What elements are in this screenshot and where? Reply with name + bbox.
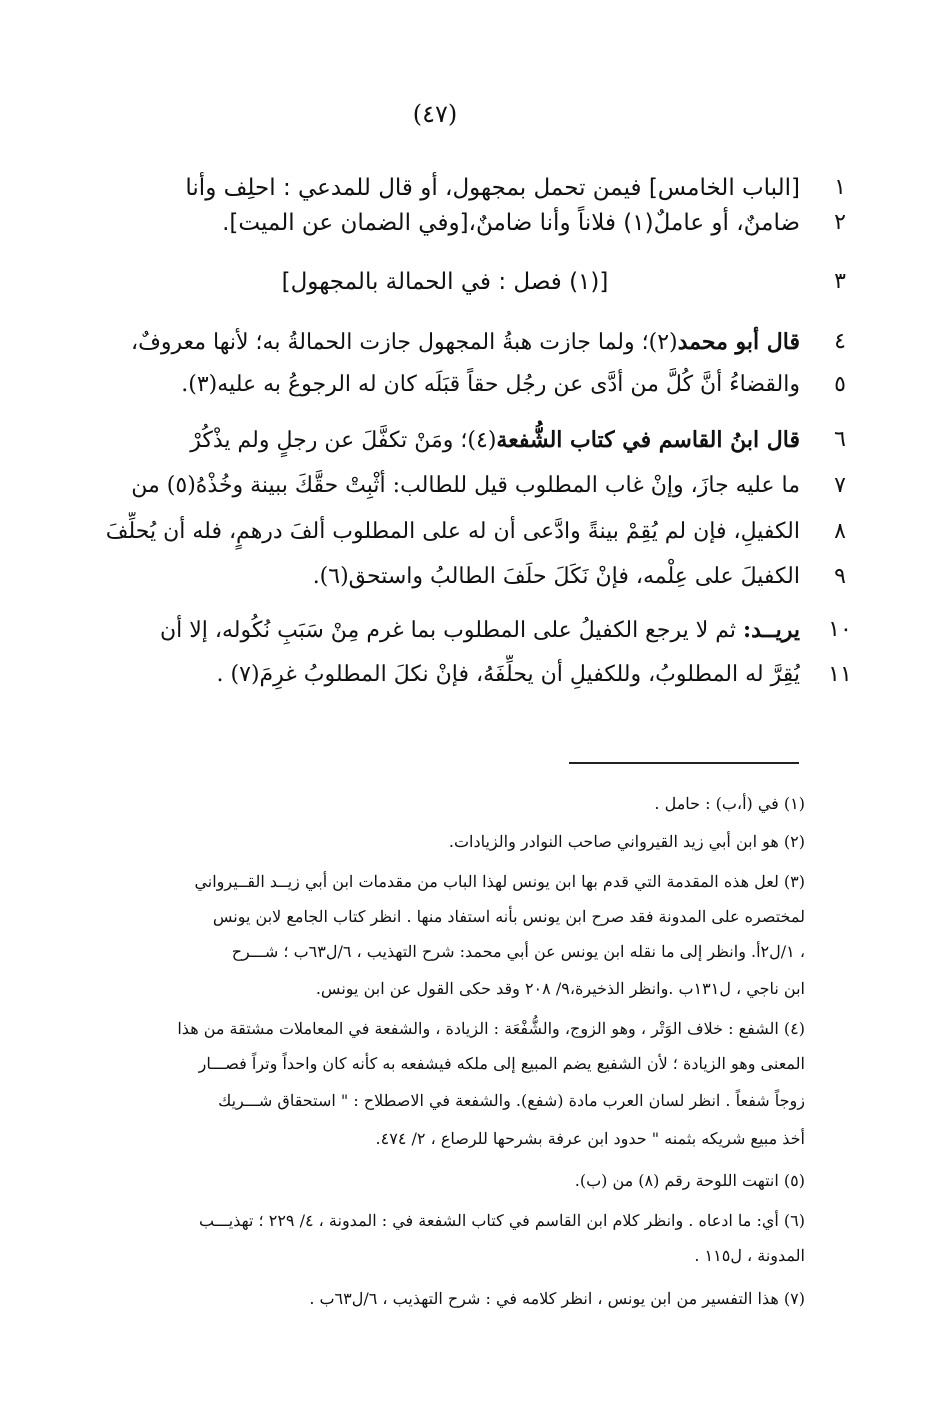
text-line [70, 420, 860, 460]
line-number: ٧ [834, 473, 846, 498]
line-number: ٨ [834, 519, 846, 544]
line-text: ما عليه جازَ، وإنْ غاب المطلوب قيل للطالب: أثْبِتْ حقَّكَ ببينة وخُذْهُ(٥) من [131, 473, 800, 498]
footnote-line: ابن ناجي ، ل١٣١ب .وانظر الذخيرة،٩/ ٢٠٨ وقد حكى القول عن ابن يونس. [315, 979, 805, 998]
footnote-line: (٥) انتهت اللوحة رقم (٨) من (ب). [574, 1171, 805, 1190]
text-line [70, 203, 860, 243]
line-text [90, 610, 800, 651]
line-number: ٢ [834, 210, 846, 235]
speaker-name: قال أبو محمد [677, 329, 800, 355]
footnote-line: (٢) هو ابن أبي زيد القيرواني صاحب النوادر والزيادات. [448, 832, 805, 851]
section-heading: [(١) فصل : في الحمالة بالمجهول] [281, 269, 609, 295]
page-number: (٤٧) [412, 100, 458, 128]
text-line [70, 557, 860, 597]
footnote-line: زوجاً شفعاً . انظر لسان العرب مادة (شفع). والشفعة في الاصطلاح : " استحقاق شـــريك [218, 1091, 805, 1110]
footnote-line: المعنى وهو الزيادة ؛ لأن الشفيع يضم المبيع إلى ملكه فيشفعه به كأنه كان واحداً وتراً فصـــار [198, 1054, 805, 1073]
text-line [70, 610, 860, 650]
footnote-separator [569, 762, 799, 764]
line-number: ٩ [834, 564, 846, 589]
footnote-line: المدونة ، ل١١٥ . [694, 1246, 805, 1265]
chapter-heading: [الباب الخامس] فيمن تحمل بمجهول، أو قال للمدعي : احلِف وأنا [185, 175, 800, 201]
line-number: ١٠ [828, 617, 852, 642]
footnote-line: (٤) الشفع : خلاف الوَتْر ، وهو الزوج، والشُّفْعَة : الزيادة ، والشفعة في المعاملات مشتقة من هذا [177, 1019, 805, 1038]
line-number: ٤ [834, 329, 846, 354]
line-text: يُقِرَّ له المطلوبُ، وللكفيلِ أن يحلِّفَهُ، فإنْ نكلَ المطلوبُ غرِمَ(٧) . [216, 662, 800, 687]
line-body: ثم لا يرجع الكفيلُ على المطلوب بما غرم مِنْ سَبَبِ نُكُوله، إلا أن [159, 618, 744, 643]
speaker-name: قال ابنُ القاسم في كتاب الشُّفعة [496, 427, 800, 453]
line-number: ٦ [834, 427, 846, 452]
line-number: ١ [834, 175, 846, 200]
footnote-line: (١) في (أ،ب) : حامل . [654, 794, 805, 813]
text-line [70, 168, 860, 208]
text-line [70, 262, 860, 302]
line-number: ١١ [828, 662, 852, 687]
footnote-line: لمختصره على المدونة فقد صرح ابن يونس بأنه استفاد منها . انظر كتاب الجامع لابن يونس [212, 907, 805, 926]
line-text [90, 420, 800, 461]
footnote-line: أخذ مبيع شريكه بثمنه " حدود ابن عرفة بشرحها للرصاع ، ٢/ ٤٧٤. [375, 1129, 805, 1148]
line-text: الكفيلِ، فإن لم يُقِمْ بينةً وادَّعى أن له على المطلوب ألفَ درهمٍ، فله أن يُحلِّفَ [105, 519, 800, 544]
text-line [70, 466, 860, 506]
line-text [90, 322, 800, 363]
footnote-line: (٧) هذا التفسير من ابن يونس ، انظر كلامه في : شرح التهذيب ، ٦/ل٦٣ب . [309, 1289, 805, 1308]
footnote-line: (٣) لعل هذه المقدمة التي قدم بها ابن يونس لهذا الباب من مقدمات ابن أبي زيــد القــيرواني [194, 872, 805, 891]
text-line [70, 365, 860, 405]
line-body: (٤)؛ ومَنْ تكفَّلَ عن رجلٍ ولم يذْكُرْ [190, 428, 497, 453]
footnote-line: ، ١/ل٢أ. وانظر إلى ما نقله ابن يونس عن أبي محمد: شرح التهذيب ، ٦/ل٦٣ب ؛ شـــرح [231, 942, 805, 961]
speaker-name: يريــد: [743, 617, 800, 643]
line-number: ٥ [834, 372, 846, 397]
text-line [70, 655, 860, 695]
line-number: ٣ [834, 269, 846, 294]
chapter-heading-continued: ضامنٌ، أو عاملٌ(١) فلاناً وأنا ضامنٌ،[وفي الضمان عن الميت]. [222, 210, 800, 236]
footnote-line: (٦) أي: ما ادعاه . وانظر كلام ابن القاسم في كتاب الشفعة في : المدونة ، ٤/ ٢٢٩ ؛ تهذيـــب [199, 1211, 805, 1230]
text-line [70, 322, 860, 362]
line-text: والقضاءُ أنَّ كُلَّ من أدَّى عن رجُل حقاً قبَلَه كان له الرجوعُ به عليه(٣). [181, 372, 800, 397]
line-body: (٢)؛ ولما جازت هبةُ المجهول جازت الحمالةُ به؛ لأنها معروفٌ، [130, 330, 678, 355]
line-text: الكفيلَ على عِلْمه، فإنْ نَكَلَ حلَفَ الطالبُ واستحق(٦). [312, 564, 800, 589]
text-line [70, 512, 860, 552]
